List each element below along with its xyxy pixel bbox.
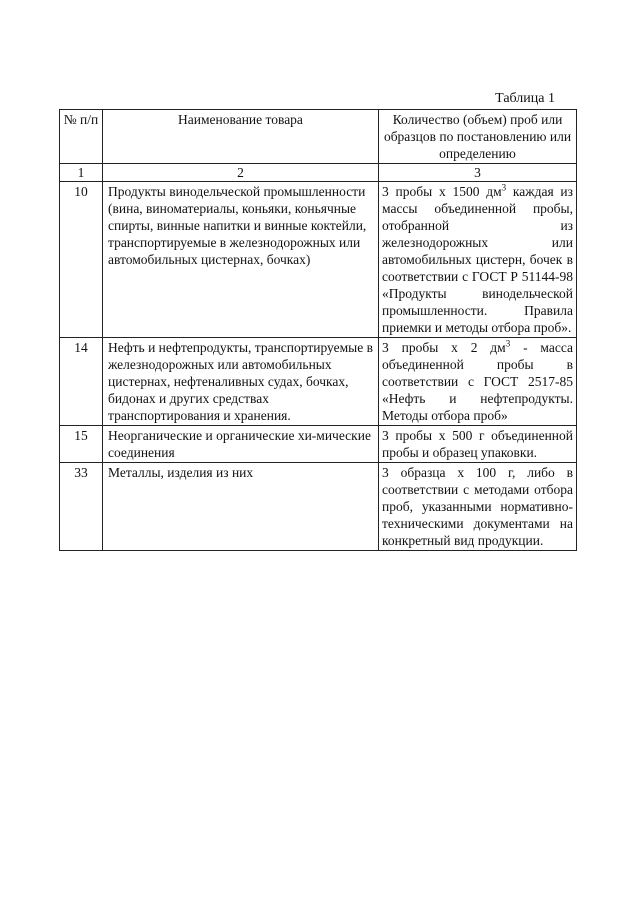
sample-quantity-text: 3 пробы х 2 дм (382, 340, 506, 355)
table-caption: Таблица 1 (495, 91, 555, 106)
sample-quantity (379, 338, 577, 426)
goods-name: Продукты винодельческой промышленности (вина, виноматериалы, коньяки, коньячные спирты, винные напитки и винные коктейли, транспортируемые в железнодорожных или автомобильных цистернах, бочках) (103, 182, 379, 338)
sample-quantity: 3 образца х 100 г, либо в соответствии с методами отбора проб, указанными нормативно-техническими документами на конкретный вид продукции. (379, 463, 577, 551)
unit-exponent: 3 (501, 182, 507, 193)
sample-quantity-text: 3 пробы х 1500 дм (382, 184, 502, 199)
column-number-row (60, 164, 577, 182)
goods-name: Металлы, изделия из них (103, 463, 379, 551)
header-goods-name: Наименование товара (103, 110, 379, 164)
goods-table (59, 109, 577, 551)
table-row (60, 182, 577, 338)
column-number: 1 (60, 164, 103, 182)
column-number: 2 (103, 164, 379, 182)
row-number: 14 (60, 338, 103, 426)
column-number: 3 (379, 164, 577, 182)
sample-quantity-text: каждая из массы объединенной пробы, отобранной из железнодорожных или автомобильных цистерн, бочек в соответствии с ГОСТ Р 51144-98 «Продукты винодельческой промышленности. Правила приемки и методы отбора проб». (382, 184, 573, 335)
table-row (60, 463, 577, 551)
sample-quantity: 3 пробы х 500 г объединенной пробы и образец упаковки. (379, 426, 577, 463)
header-sample-quantity: Количество (объем) проб или образцов по постановлению или определению (379, 110, 577, 164)
header-number: № п/п (60, 110, 103, 164)
row-number: 33 (60, 463, 103, 551)
sample-quantity-text: - масса объединенной пробы в соответствии с ГОСТ 2517-85 «Нефть и нефтепродукты. Методы отбора проб» (382, 340, 573, 423)
table-row (60, 338, 577, 426)
table-row (60, 426, 577, 463)
unit-exponent: 3 (505, 338, 511, 349)
sample-quantity (379, 182, 577, 338)
goods-name: Неорганические и органические хи-мические соединения (103, 426, 379, 463)
goods-name: Нефть и нефтепродукты, транспортируемые в железнодорожных или автомобильных цистернах, нефтеналивных судах, бочках, бидонах и других средствах транспортирования и хранения. (103, 338, 379, 426)
table-header-row (60, 110, 577, 164)
row-number: 10 (60, 182, 103, 338)
row-number: 15 (60, 426, 103, 463)
